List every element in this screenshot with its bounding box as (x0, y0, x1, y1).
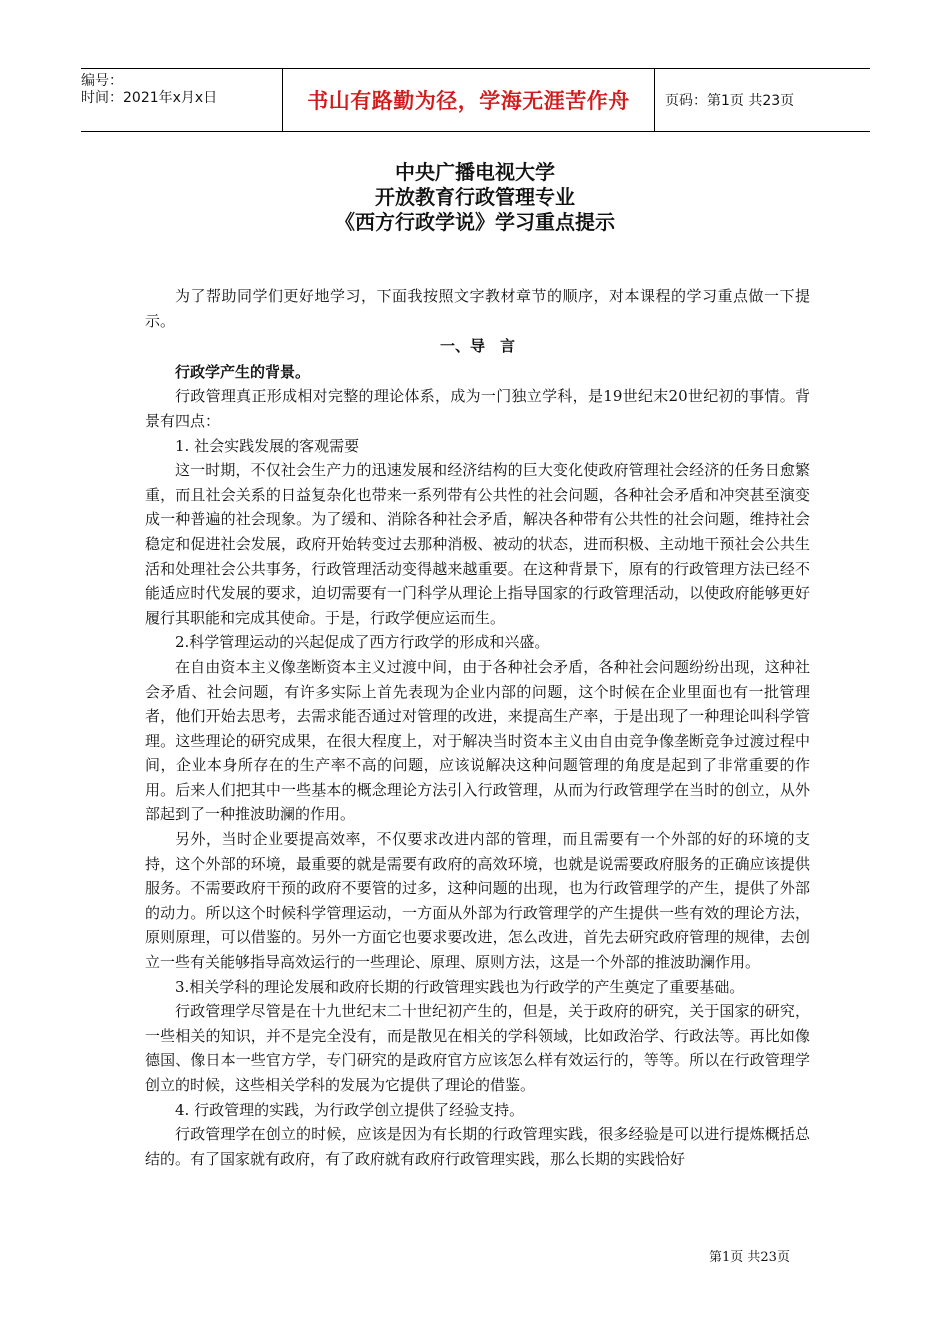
subheading: 行政学产生的背景。 (175, 362, 311, 381)
number-label: 编号： (81, 73, 123, 89)
paragraph: 这一时期，不仅社会生产力的迅速发展和经济结构的巨大变化使政府管理社会经济的任务日愈繁重，而且社会关系的日益复杂化也带来一系列带有公共性的社会问题，各种社会矛盾和冲突甚至演变成一种普遍的社会现象。为了缓和、消除各种社会矛盾，解决各种带有公共性的社会问题，维持社会稳定和促进社会发展，政府开始转变过去那种消极、被动的状态，进而积极、主动地干预社会公共生活和处理社会公共事务，行政管理活动变得越来越重要。在这种背景下，原有的行政管理方法已经不能适应时代发展的要求，迫切需要有一门科学从理论上指导国家的行政管理活动，以使政府能够更好履行其职能和完成其使命。于是，行政学便应运而生。 (145, 461, 810, 627)
intro-paragraph: 为了帮助同学们更好地学习，下面我按照文字教材章节的顺序，对本课程的学习重点做一下提示。 (145, 287, 810, 330)
page-footer: 第1页 共23页 (709, 1250, 790, 1265)
page-info: 页码：第1页 共23页 (665, 93, 795, 109)
header-left-cell (81, 69, 282, 131)
paragraph: 行政管理学尽管是在十九世纪末二十世纪初产生的，但是，关于政府的研究，关于国家的研究，一些相关的知识，并不是完全没有，而是散见在相关的学科领域，比如政治学、行政法等。再比如像德国、像日本一些官方学，专门研究的是政府官方应该怎么样有效运行的，等等。所以在行政管理学创立的时候，这些相关学科的发展为它提供了理论的借鉴。 (145, 1002, 810, 1094)
title-line-3: 《西方行政学说》学习重点提示 (335, 210, 615, 234)
paragraph: 2.科学管理运动的兴起促成了西方行政学的形成和兴盛。 (175, 633, 550, 652)
document-body (145, 284, 810, 1171)
paragraph: 另外，当时企业要提高效率，不仅要求改进内部的管理，而且需要有一个外部的好的环境的支持，这个外部的环境，最重要的就是需要有政府的高效环境，也就是说需要政府服务的正确应该提供服务。不需要政府干预的政府不要管的过多，这种问题的出现，也为行政管理学的产生，提供了外部的动力。所以这个时候科学管理运动，一方面从外部为行政管理学的产生提供一些有效的理论方法，原则原理，可以借鉴的。另外一方面它也要求要改进，怎么改进，首先去研究政府管理的规律，去创立一些有关能够指导高效运行的一些理论、原理、原则方法，这是一个外部的推波助澜作用。 (145, 830, 810, 972)
header-table (81, 68, 870, 132)
title-line-2: 开放教育行政管理专业 (375, 185, 575, 209)
paragraph: 1. 社会实践发展的客观需要 (175, 436, 360, 455)
paragraph: 在自由资本主义像垄断资本主义过渡中间，由于各种社会矛盾，各种社会问题纷纷出现，这种社会矛盾、社会问题，有许多实际上首先表现为企业内部的问题，这个时候在企业里面也有一批管理者，他们开始去思考，去需求能否通过对管理的改进，来提高生产率，于是出现了一种理论叫科学管理。这些理论的研究成果，在很大程度上，对于解决当时资本主义由自由竞争像垄断竞争过渡过程中间，企业本身所存在的生产率不高的问题，应该说解决这种问题管理的角度是起到了非常重要的作用。后来人们把其中一些基本的概念理论方法引入行政管理，从而为行政管理学在当时的创立，从外部起到了一种推波助澜的作用。 (145, 657, 810, 824)
paragraph: 4. 行政管理的实践，为行政学创立提供了经验支持。 (175, 1100, 525, 1119)
time-label: 时间：2021年x月x日 (81, 90, 218, 106)
section-heading: 一、导 言 (439, 337, 515, 356)
motto-text: 书山有路勤为径，学海无涯苦作舟 (307, 89, 630, 113)
title-line-1: 中央广播电视大学 (395, 160, 555, 184)
header-motto-cell (282, 69, 655, 131)
paragraph: 行政管理学在创立的时候，应该是因为有长期的行政管理实践，很多经验是可以进行提炼概括总结的。有了国家就有政府，有了政府就有政府行政管理实践，那么长期的实践恰好 (145, 1125, 810, 1168)
paragraph: 行政管理真正形成相对完整的理论体系，成为一门独立学科，是19世纪末20世纪初的事情。背景有四点： (145, 387, 810, 430)
paragraph: 3.相关学科的理论发展和政府长期的行政管理实践也为行政学的产生奠定了重要基础。 (175, 977, 745, 996)
header-page-cell (655, 69, 870, 131)
